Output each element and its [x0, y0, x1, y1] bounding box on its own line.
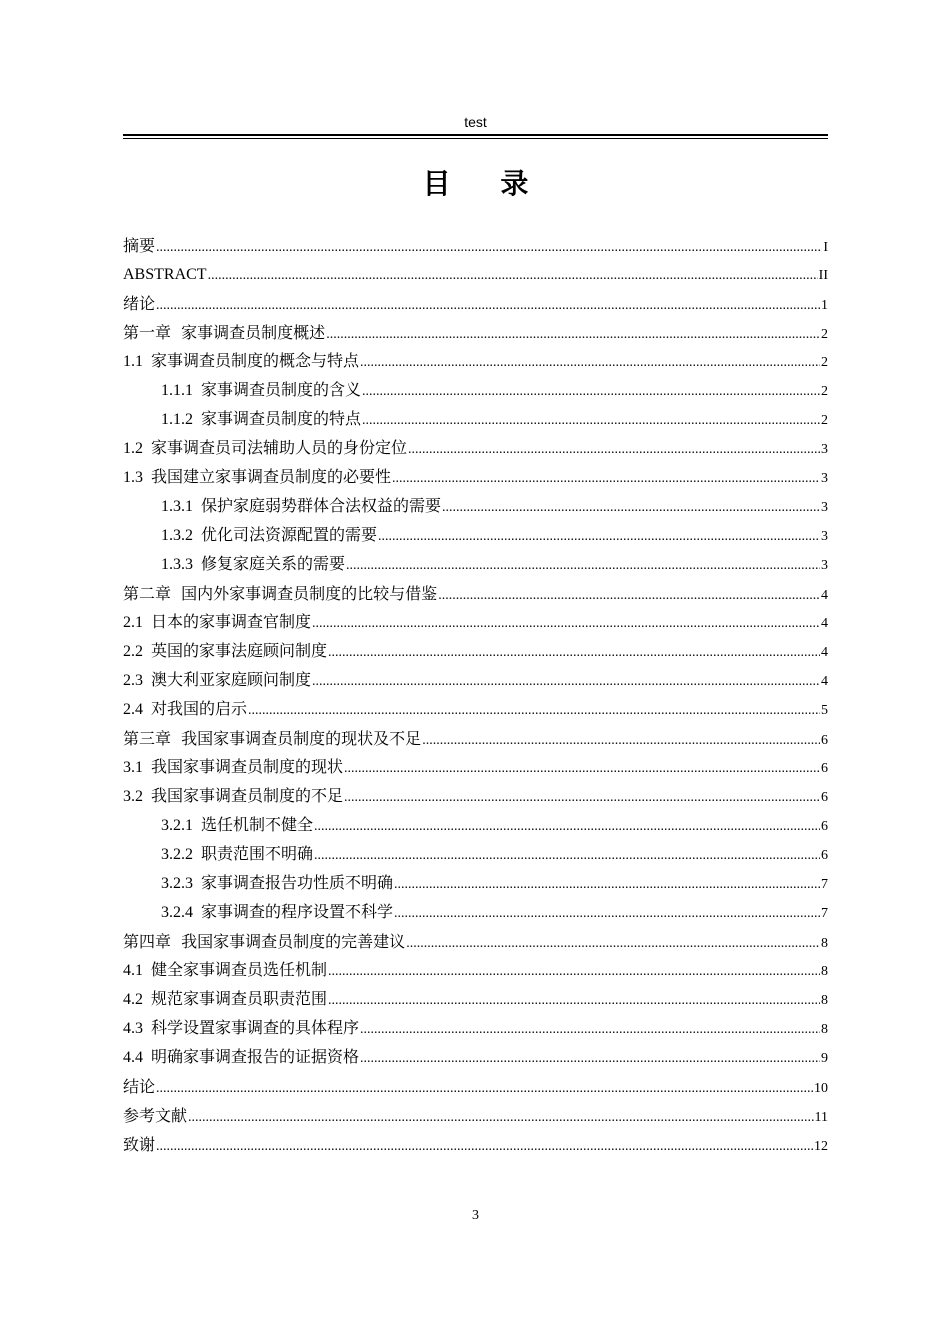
toc-entry-label: 第四章 我国家事调查员制度的完善建议 — [123, 927, 406, 956]
toc-entry-label: 结论 — [123, 1072, 156, 1101]
toc-entry[interactable] — [123, 1043, 828, 1072]
toc-entry[interactable] — [123, 608, 828, 637]
toc-entry-page: 6 — [821, 733, 828, 748]
toc-leader-dots — [328, 638, 820, 666]
toc-leader-dots — [156, 1074, 813, 1101]
toc-leader-dots — [326, 320, 820, 347]
toc-entry[interactable] — [123, 492, 828, 521]
toc-entry-label: 4.1 健全家事调查员选任机制 — [123, 956, 328, 985]
toc-entry-label: 绪论 — [123, 289, 156, 318]
toc-entry[interactable] — [123, 1014, 828, 1043]
toc-leader-dots — [248, 696, 820, 724]
toc-entry-label: 4.4 明确家事调查报告的证据资格 — [123, 1043, 360, 1072]
toc-entry-page: 8 — [821, 993, 828, 1008]
toc-leader-dots — [442, 493, 820, 521]
toc-entry-page: 7 — [821, 877, 828, 892]
toc-entry-label: 致谢 — [123, 1130, 156, 1159]
toc-entry-label: 1.3.3 修复家庭关系的需要 — [161, 550, 346, 579]
toc-entry-label: 2.2 英国的家事法庭顾问制度 — [123, 637, 328, 666]
toc-entry[interactable] — [123, 1130, 828, 1159]
toc-entry-label: 1.1.2 家事调查员制度的特点 — [161, 405, 362, 434]
toc-entry[interactable] — [123, 521, 828, 550]
toc-leader-dots — [362, 406, 820, 434]
toc-leader-dots — [378, 522, 820, 550]
toc-entry[interactable] — [123, 927, 828, 956]
toc-entry-label: 摘要 — [123, 231, 156, 260]
toc-entry[interactable] — [123, 1101, 828, 1130]
toc-entry[interactable] — [123, 695, 828, 724]
toc-entry-page: 2 — [821, 384, 828, 399]
toc-leader-dots — [312, 609, 820, 637]
toc-entry[interactable] — [123, 260, 828, 289]
toc-leader-dots — [328, 986, 820, 1014]
toc-leader-dots — [360, 348, 820, 376]
toc-entry-label: 3.2.1 选任机制不健全 — [161, 811, 314, 840]
toc-entry-page: 4 — [821, 588, 828, 603]
toc-entry-page: 3 — [821, 529, 828, 544]
toc-entry-label: 3.2 我国家事调查员制度的不足 — [123, 782, 344, 811]
toc-leader-dots — [346, 551, 820, 579]
toc-entry-page: II — [818, 268, 828, 283]
toc-entry-page: 3 — [821, 442, 828, 457]
toc-entry[interactable] — [123, 318, 828, 347]
toc-entry-page: 1 — [821, 298, 828, 313]
toc-entry-page: 12 — [814, 1139, 828, 1154]
table-of-contents — [123, 231, 828, 1159]
toc-entry[interactable] — [123, 869, 828, 898]
toc-leader-dots — [394, 899, 820, 927]
toc-entry-page: 2 — [821, 355, 828, 370]
toc-leader-dots — [156, 233, 822, 260]
toc-leader-dots — [314, 812, 820, 840]
toc-entry-page: 8 — [821, 936, 828, 951]
toc-entry-label: 第二章 国内外家事调查员制度的比较与借鉴 — [123, 579, 438, 608]
toc-leader-dots — [392, 464, 820, 492]
toc-entry-label: 4.2 规范家事调查员职责范围 — [123, 985, 328, 1014]
toc-entry[interactable] — [123, 840, 828, 869]
toc-leader-dots — [156, 1132, 813, 1159]
toc-entry-label: 1.1 家事调查员制度的概念与特点 — [123, 347, 360, 376]
toc-entry[interactable] — [123, 347, 828, 376]
toc-entry[interactable] — [123, 579, 828, 608]
toc-entry-page: 2 — [821, 413, 828, 428]
toc-leader-dots — [328, 957, 820, 985]
toc-entry-label: 1.2 家事调查员司法辅助人员的身份定位 — [123, 434, 408, 463]
toc-entry[interactable] — [123, 898, 828, 927]
toc-entry[interactable] — [123, 782, 828, 811]
toc-entry-page: 8 — [821, 1022, 828, 1037]
toc-entry-page: 6 — [821, 761, 828, 776]
toc-leader-dots — [408, 435, 820, 463]
toc-entry-label: 3.2.4 家事调查的程序设置不科学 — [161, 898, 394, 927]
toc-leader-dots — [438, 581, 820, 608]
toc-entry[interactable] — [123, 811, 828, 840]
toc-entry-page: 11 — [814, 1110, 828, 1125]
toc-entry[interactable] — [123, 637, 828, 666]
toc-entry[interactable] — [123, 550, 828, 579]
toc-entry-label: 1.3 我国建立家事调查员制度的必要性 — [123, 463, 392, 492]
toc-entry[interactable] — [123, 463, 828, 492]
header-rule-thick — [123, 134, 828, 136]
toc-entry-page: I — [823, 240, 828, 255]
toc-entry-page: 9 — [821, 1051, 828, 1066]
toc-entry-page: 6 — [821, 790, 828, 805]
toc-leader-dots — [156, 291, 820, 318]
toc-entry-page: 8 — [821, 964, 828, 979]
toc-entry-label: 3.2.3 家事调查报告功性质不明确 — [161, 869, 394, 898]
toc-entry-label: 1.3.2 优化司法资源配置的需要 — [161, 521, 378, 550]
toc-entry[interactable] — [123, 985, 828, 1014]
toc-entry-label: 3.2.2 职责范围不明确 — [161, 840, 314, 869]
toc-title: 目 录 — [422, 167, 549, 200]
toc-leader-dots — [314, 841, 820, 869]
page-number: 3 — [472, 1208, 479, 1223]
toc-entry[interactable] — [123, 956, 828, 985]
toc-leader-dots — [362, 377, 820, 405]
page-header: test — [464, 114, 487, 130]
toc-entry-page: 7 — [821, 906, 828, 921]
toc-entry-page: 3 — [821, 500, 828, 515]
toc-entry-label: 第一章 家事调查员制度概述 — [123, 318, 326, 347]
toc-leader-dots — [360, 1015, 820, 1043]
toc-leader-dots — [344, 754, 820, 782]
toc-entry-label: 3.1 我国家事调查员制度的现状 — [123, 753, 344, 782]
toc-entry[interactable] — [123, 434, 828, 463]
toc-entry-page: 10 — [814, 1081, 828, 1096]
toc-entry-label: ABSTRACT — [123, 260, 208, 289]
toc-leader-dots — [422, 726, 820, 753]
toc-entry[interactable] — [123, 724, 828, 753]
header-rule-thin — [123, 138, 828, 139]
toc-entry[interactable] — [123, 289, 828, 318]
toc-entry-page: 6 — [821, 819, 828, 834]
toc-entry-page: 5 — [821, 703, 828, 718]
toc-entry-label: 1.1.1 家事调查员制度的含义 — [161, 376, 362, 405]
toc-leader-dots — [406, 929, 820, 956]
toc-entry-page: 6 — [821, 848, 828, 863]
toc-entry-page: 4 — [821, 616, 828, 631]
toc-entry[interactable] — [123, 666, 828, 695]
toc-entry-label: 4.3 科学设置家事调查的具体程序 — [123, 1014, 360, 1043]
toc-entry-page: 3 — [821, 471, 828, 486]
toc-entry[interactable] — [123, 231, 828, 260]
toc-leader-dots — [394, 870, 820, 898]
toc-leader-dots — [208, 261, 818, 289]
toc-entry[interactable] — [123, 405, 828, 434]
toc-entry-page: 4 — [821, 674, 828, 689]
toc-entry-label: 2.3 澳大利亚家庭顾问制度 — [123, 666, 312, 695]
toc-leader-dots — [344, 783, 820, 811]
toc-leader-dots — [188, 1103, 814, 1130]
toc-entry-label: 1.3.1 保护家庭弱势群体合法权益的需要 — [161, 492, 442, 521]
toc-entry[interactable] — [123, 753, 828, 782]
toc-leader-dots — [360, 1044, 820, 1072]
toc-entry[interactable] — [123, 1072, 828, 1101]
toc-entry-label: 第三章 我国家事调查员制度的现状及不足 — [123, 724, 422, 753]
toc-entry-page: 3 — [821, 558, 828, 573]
toc-entry[interactable] — [123, 376, 828, 405]
toc-entry-page: 4 — [821, 645, 828, 660]
toc-entry-label: 2.4 对我国的启示 — [123, 695, 248, 724]
toc-entry-page: 2 — [821, 327, 828, 342]
toc-entry-label: 2.1 日本的家事调查官制度 — [123, 608, 312, 637]
toc-leader-dots — [312, 667, 820, 695]
toc-entry-label: 参考文献 — [123, 1101, 188, 1130]
